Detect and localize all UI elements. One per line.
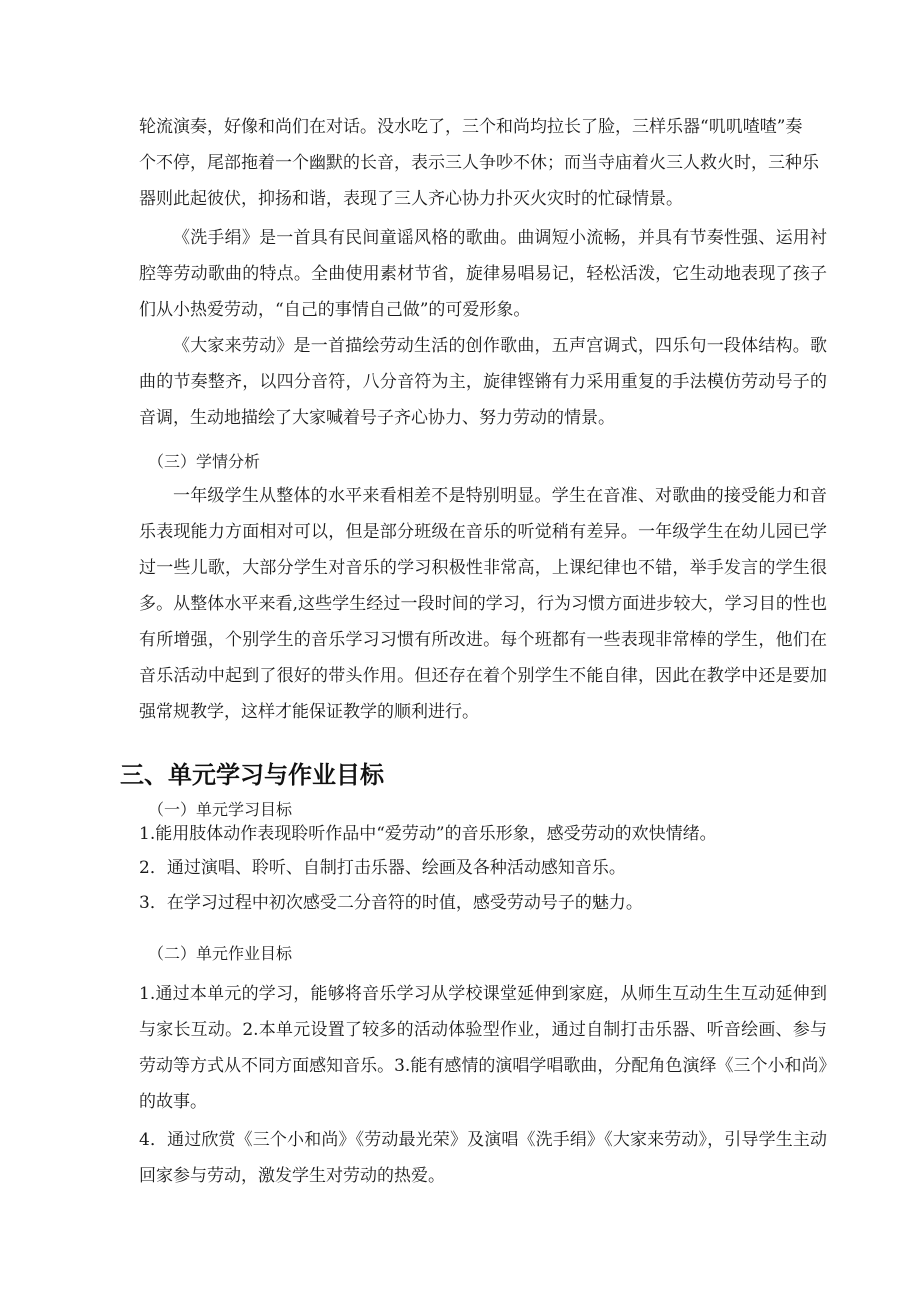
goal-item: 1.能用肢体动作表现聆听作品中“爱劳动”的音乐形象，感受劳动的欢快情绪。 (139, 824, 717, 844)
goal-item: 2．通过演唱、聆听、自制打击乐器、绘画及各种活动感知音乐。 (139, 858, 626, 878)
paragraph-homework-goals: 1.通过本单元的学习，能够将音乐学习从学校课堂延伸到家庭，从师生互动生生互动延伸到与家长互动。2.本单元设置了较多的活动体验型作业，通过自制打击乐器、听音绘画、参与劳动等方式从不同方面感知音乐。3.能有感情的演唱学唱歌曲，分配角色演绎《三个小和尚》的故事。 (139, 984, 827, 1112)
paragraph-dajialai: 《大家来劳动》是一首描绘劳动生活的创作歌曲，五声宫调式，四乐句一段体结构。歌曲的节奏整齐，以四分音符，八分音符为主，旋律铿锵有力采用重复的手法模仿劳动号子的音调，生动地描绘了大家喊着号子齐心协力、努力劳动的情景。 (139, 336, 827, 428)
paragraph-homework-goal-4: 4．通过欣赏《三个小和尚》《劳动最光荣》及演唱《洗手绢》《大家来劳动》，引导学生主动回家参与劳动，激发学生对劳动的热爱。 (139, 1130, 827, 1186)
subheading-learning-goals: （一）单元学习目标 (148, 800, 293, 819)
body-line: 个不停，尾部拖着一个幽默的长音，表示三人争吵不休；而当寺庙着火三人救火时，三种乐 (139, 153, 819, 173)
paragraph-xueqing: 一年级学生从整体的水平来看相差不是特别明显。学生在音准、对歌曲的接受能力和音乐表现能力方面相对可以，但是部分班级在音乐的听觉稍有差异。一年级学生在幼儿园已学过一些儿歌，大部分学生对音乐的学习积极性非常高，上课纪律也不错，举手发言的学生很多。从整体水平来看,这些学生经过一段时间的学习，行为习惯方面进步较大，学习目的性也有所增强，个别学生的音乐学习习惯有所改进。每个班都有一些表现非常棒的学生，他们在音乐活动中起到了很好的带头作用。但还存在着个别学生不能自律，因此在教学中还是要加强常规教学，这样才能保证教学的顺利进行。 (139, 486, 827, 722)
body-line: 轮流演奏，好像和尚们在对话。没水吃了，三个和尚均拉长了脸，三样乐器“叽叽喳喳”奏 (139, 117, 803, 137)
paragraph-xishoujuan: 《洗手绢》是一首具有民间童谣风格的歌曲。曲调短小流畅，并具有节奏性强、运用衬腔等劳动歌曲的特点。全曲使用素材节省，旋律易唱易记，轻松活泼，它生动地表现了孩子们从小热爱劳动，“自己的事情自己做”的可爱形象。 (139, 228, 827, 320)
subheading-homework-goals: （二）单元作业目标 (148, 944, 293, 963)
section-heading: 三、单元学习与作业目标 (120, 761, 384, 789)
body-line: 器则此起彼伏，抑扬和谐，表现了三人齐心协力扑灭火灾时的忙碌情景。 (139, 189, 683, 209)
goal-item: 3．在学习过程中初次感受二分音符的时值，感受劳动号子的魅力。 (139, 893, 643, 913)
subheading-xueqing: （三）学情分析 (148, 452, 261, 471)
